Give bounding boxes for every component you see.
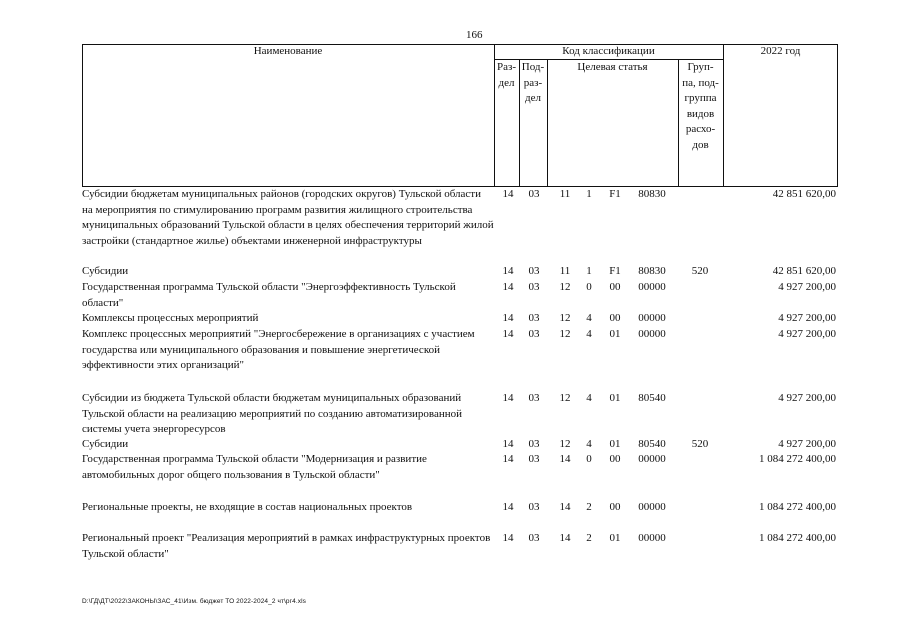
header-group: Груп- па, под- группа видов расхо- дов	[682, 61, 719, 151]
header-code: Код классификации	[562, 45, 655, 57]
header-right-line	[837, 44, 838, 187]
page-number: 166	[466, 29, 483, 41]
header-podrazdel: Под- раз- дел	[521, 61, 545, 104]
header-year: 2022 год	[760, 45, 801, 57]
file-path-footer: D:\ГД\ДТ\2022\ЗАКОНЫ\ЗАС_41\Изм. бюджет ТО 2022-2024_2 чт\рг4.xls	[82, 598, 306, 605]
group-col-divider	[723, 44, 724, 187]
table-header	[82, 44, 838, 187]
podrazdel-col-divider	[547, 59, 548, 187]
header-name: Наименование	[253, 45, 323, 57]
header-target: Целевая статья	[577, 61, 648, 73]
header-razdel: Раз- дел	[496, 61, 516, 89]
header-left-line	[82, 44, 83, 187]
